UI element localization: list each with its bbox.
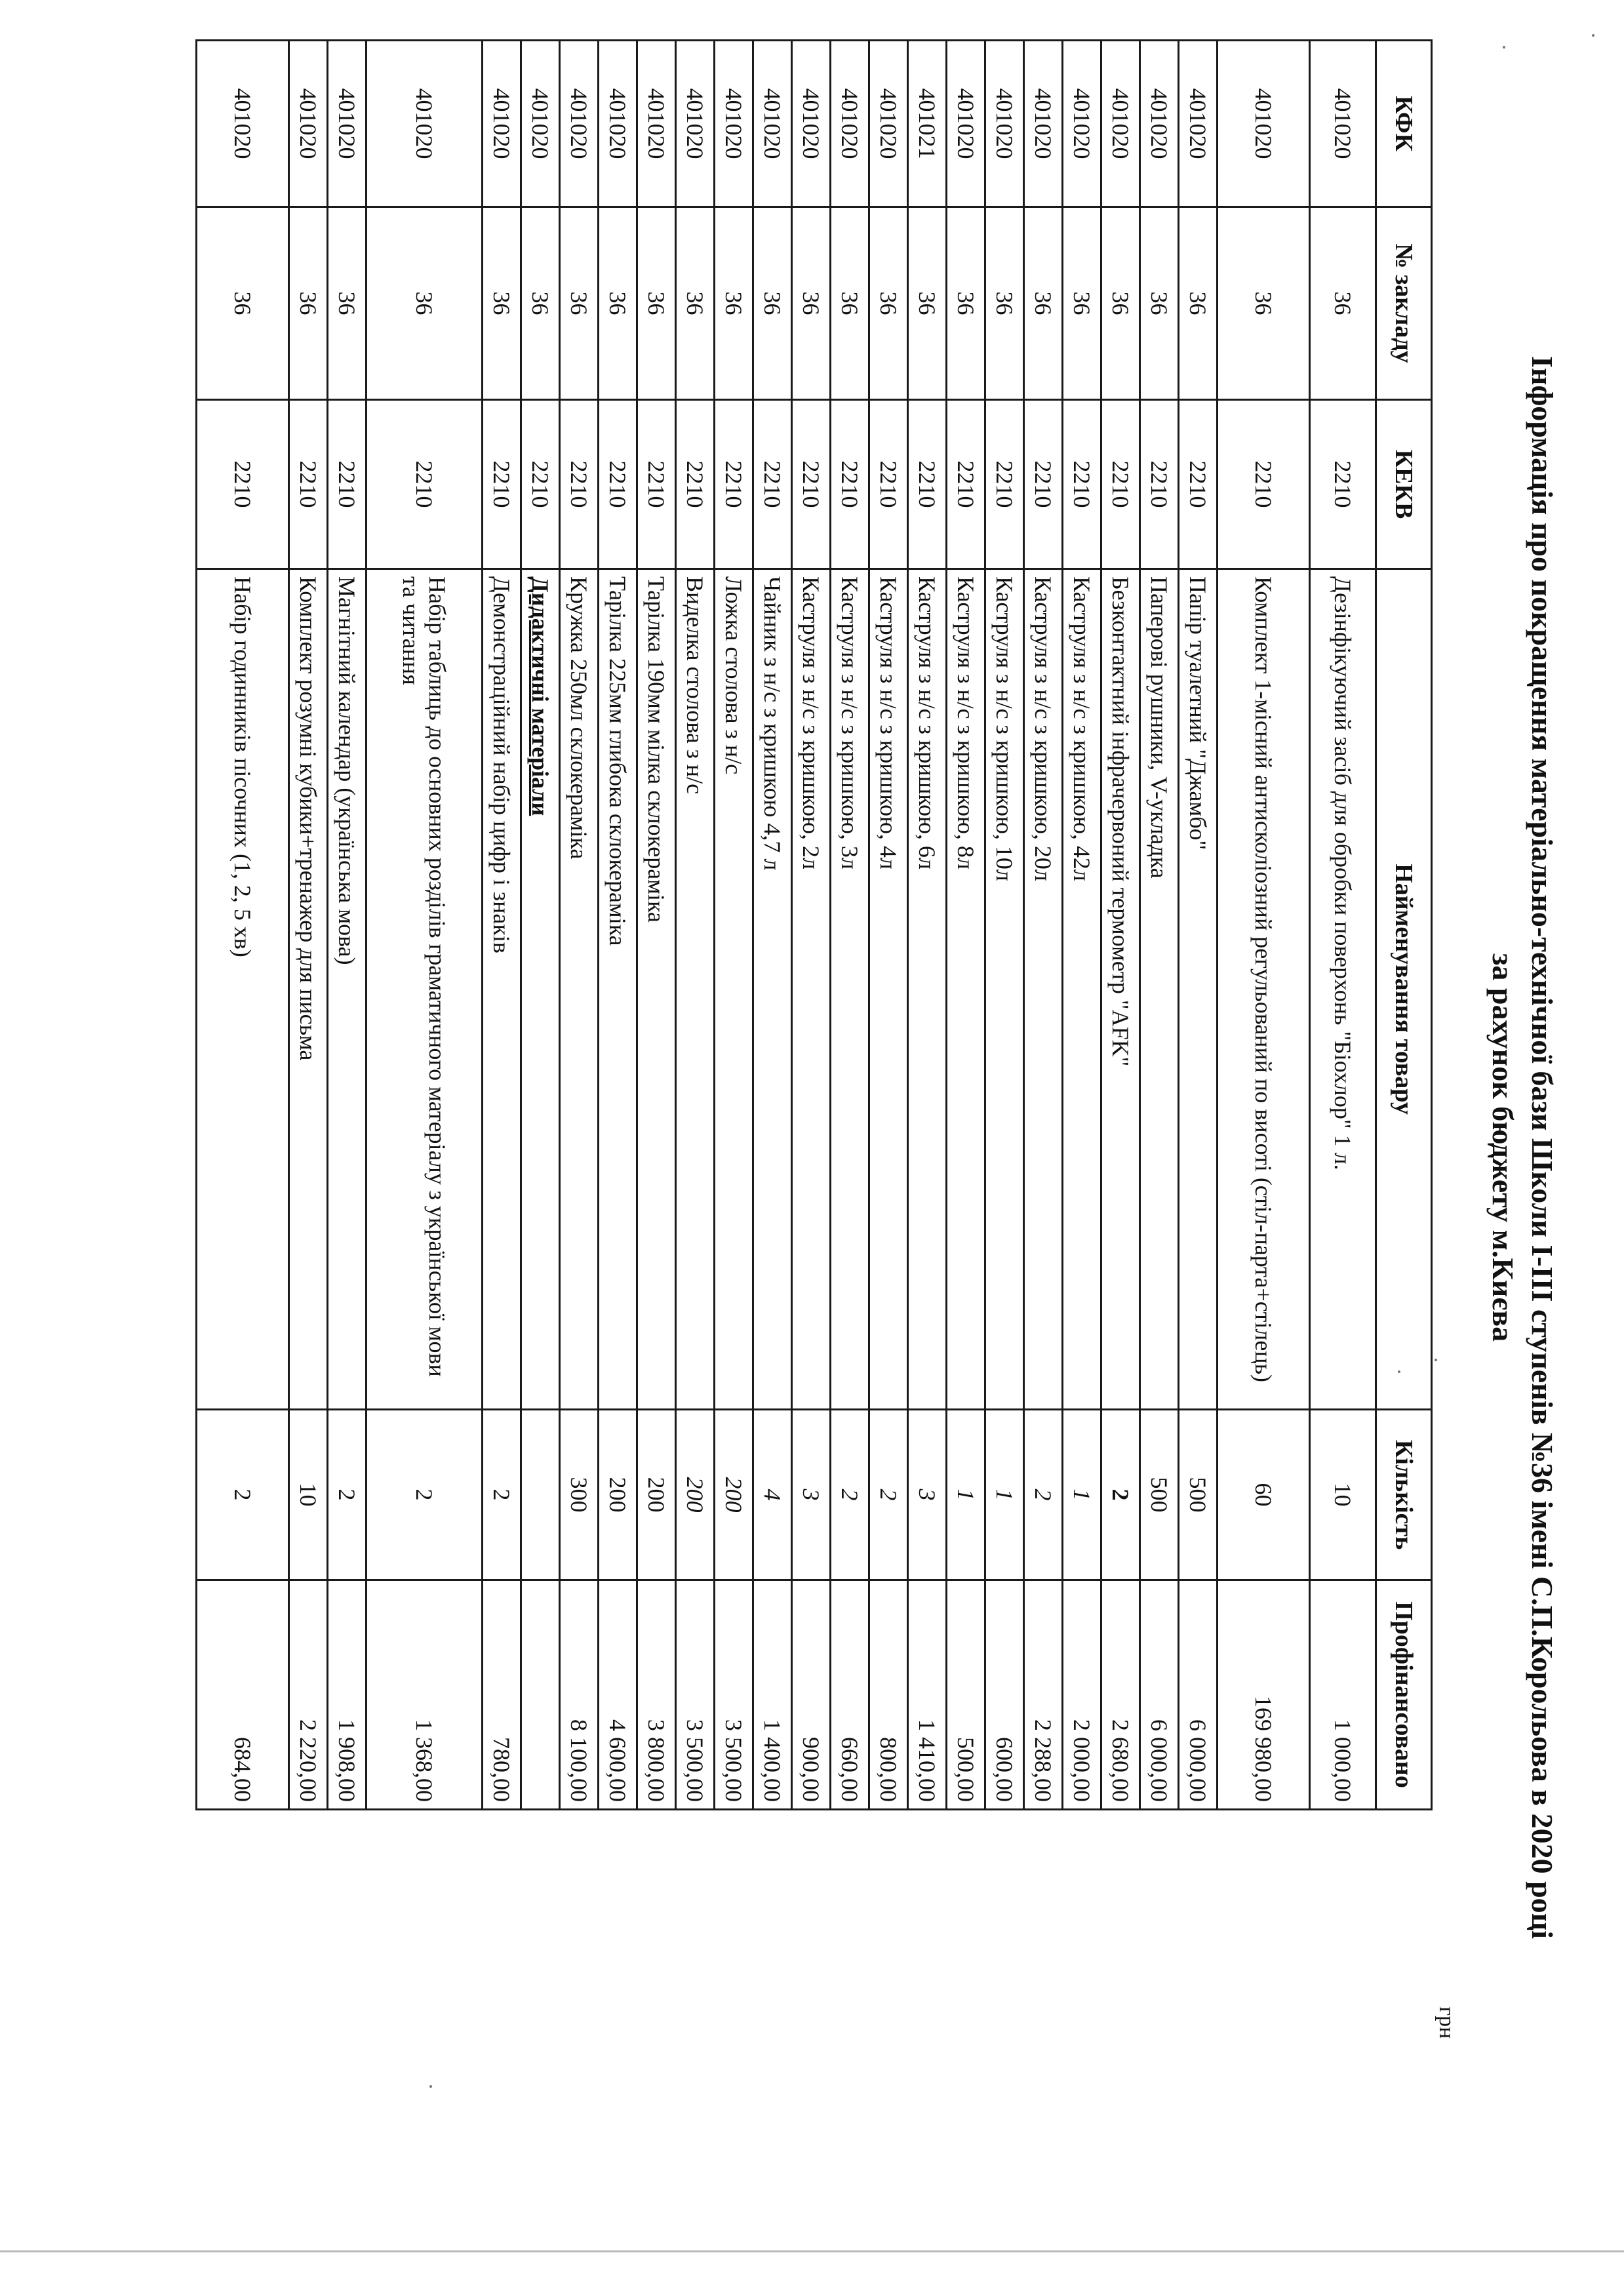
cell-funded: 3 500,00 (676, 1580, 715, 1810)
cell-quantity: 1 (947, 1410, 985, 1580)
cell-quantity: 2 (1024, 1410, 1063, 1580)
header-item-name: Найменування товару (1376, 569, 1432, 1410)
table-row (1310, 41, 1376, 1810)
cell-quantity: 2 (366, 1410, 483, 1580)
cell-funded: 600,00 (985, 1580, 1024, 1810)
cell-kfk: 401020 (521, 41, 560, 207)
cell-funded: 8 100,00 (560, 1580, 599, 1810)
table-body (197, 41, 1376, 1810)
table-row (1218, 41, 1310, 1810)
cell-funded: 6 000,00 (1140, 1580, 1179, 1810)
cell-funded: 2 680,00 (1101, 1580, 1140, 1810)
cell-kfk: 401020 (599, 41, 637, 207)
cell-funded: 2 288,00 (1024, 1580, 1063, 1810)
cell-funded: 660,00 (831, 1580, 869, 1810)
cell-kekv: 2210 (947, 400, 985, 569)
cell-item-name: Каструля з н/с з кришкою, 8л (947, 569, 985, 1410)
cell-school-number: 36 (715, 207, 753, 400)
header-funded: Профінансовано (1376, 1580, 1432, 1810)
table-row (908, 41, 947, 1810)
cell-kfk: 401021 (908, 41, 947, 207)
table-row (599, 41, 637, 1810)
cell-school-number: 36 (521, 207, 560, 400)
cell-item-name: Набір таблиць до основних розділів граматичного матеріалу з української мови та читання (366, 569, 483, 1410)
header-quantity: Кількість (1376, 1410, 1432, 1580)
scan-edge-line (0, 2250, 1624, 2252)
cell-kfk: 401020 (197, 41, 289, 207)
cell-quantity: 1 (1063, 1410, 1101, 1580)
cell-quantity: 2 (869, 1410, 908, 1580)
table-row (483, 41, 521, 1810)
cell-item-name: Каструля з н/с з кришкою, 20л (1024, 569, 1063, 1410)
table-row (1140, 41, 1179, 1810)
cell-school-number: 36 (1179, 207, 1218, 400)
cell-item-name: Набір годинників пісочних (1, 2, 5 хв) (197, 569, 289, 1410)
table-row (1179, 41, 1218, 1810)
cell-item-name: Каструля з н/с з кришкою, 6л (908, 569, 947, 1410)
cell-school-number: 36 (1101, 207, 1140, 400)
header-kekv: КЕКВ (1376, 400, 1432, 569)
scan-speck (429, 2085, 432, 2088)
cell-quantity: 10 (1310, 1410, 1376, 1580)
cell-quantity: 2 (197, 1410, 289, 1580)
table-row (197, 41, 289, 1810)
cell-kfk: 401020 (831, 41, 869, 207)
cell-kekv: 2210 (869, 400, 908, 569)
cell-quantity: 10 (289, 1410, 328, 1580)
cell-school-number: 36 (637, 207, 676, 400)
cell-school-number: 36 (366, 207, 483, 400)
cell-quantity: 200 (637, 1410, 676, 1580)
cell-school-number: 36 (869, 207, 908, 400)
cell-kekv: 2210 (753, 400, 792, 569)
cell-school-number: 36 (289, 207, 328, 400)
table-row (831, 41, 869, 1810)
cell-quantity: 1 (985, 1410, 1024, 1580)
cell-item-name: Комплект 1-місний антисколіозний регульований по висоті (стіл-парта+стілець) (1218, 569, 1310, 1410)
cell-kekv: 2210 (637, 400, 676, 569)
cell-kfk: 401020 (366, 41, 483, 207)
cell-kekv: 2210 (560, 400, 599, 569)
cell-kfk: 401020 (637, 41, 676, 207)
cell-quantity: 4 (753, 1410, 792, 1580)
table-row (560, 41, 599, 1810)
cell-school-number: 36 (985, 207, 1024, 400)
cell-funded: 169 980,00 (1218, 1580, 1310, 1810)
cell-funded: 500,00 (947, 1580, 985, 1810)
cell-item-name: Папір туалетний "Джамбо" (1179, 569, 1218, 1410)
table-row (328, 41, 366, 1810)
cell-kekv: 2210 (831, 400, 869, 569)
cell-item-name: Ложка столова з н/с (715, 569, 753, 1410)
cell-quantity: 2 (483, 1410, 521, 1580)
cell-quantity: 2 (328, 1410, 366, 1580)
cell-kekv: 2210 (1179, 400, 1218, 569)
cell-kfk: 401020 (289, 41, 328, 207)
cell-funded: 3 500,00 (715, 1580, 753, 1810)
cell-item-name: Кружка 250мл склокераміка (560, 569, 599, 1410)
scan-speck (1503, 46, 1505, 49)
cell-kfk: 401020 (1101, 41, 1140, 207)
cell-school-number: 36 (792, 207, 831, 400)
table-row (869, 41, 908, 1810)
cell-funded: 4 600,00 (599, 1580, 637, 1810)
cell-funded: 1 908,00 (328, 1580, 366, 1810)
cell-quantity: 500 (1140, 1410, 1179, 1580)
table-row (289, 41, 328, 1810)
cell-school-number: 36 (483, 207, 521, 400)
cell-kfk: 401020 (1310, 41, 1376, 207)
table-row (1063, 41, 1101, 1810)
cell-kekv: 2210 (1218, 400, 1310, 569)
document-title: Інформація про покращення матеріально-технічної бази Школи І-ІІІ ступенів №36 імені С.П.Корольова в 2020 році (1526, 356, 1559, 1939)
cell-kekv: 2210 (366, 400, 483, 569)
cell-funded: 2 220,00 (289, 1580, 328, 1810)
cell-quantity: 500 (1179, 1410, 1218, 1580)
cell-item-name: Тарілка 225мм глибока склокераміка (599, 569, 637, 1410)
table-row (753, 41, 792, 1810)
cell-school-number: 36 (328, 207, 366, 400)
cell-funded: 1 400,00 (753, 1580, 792, 1810)
cell-kekv: 2210 (676, 400, 715, 569)
cell-kfk: 401020 (715, 41, 753, 207)
cell-quantity: 60 (1218, 1410, 1310, 1580)
table-row (521, 41, 560, 1810)
table-row (1101, 41, 1140, 1810)
cell-item-name: Дезінфікуючий засіб для обробки поверхонь "Біохлор" 1 л. (1310, 569, 1376, 1410)
cell-item-name: Каструля з н/с з кришкою, 42л (1063, 569, 1101, 1410)
scan-speck (1592, 34, 1594, 37)
table-row (1024, 41, 1063, 1810)
cell-kekv: 2210 (328, 400, 366, 569)
cell-school-number: 36 (1140, 207, 1179, 400)
cell-school-number: 36 (1024, 207, 1063, 400)
header-kfk: КФК (1376, 41, 1432, 207)
cell-kekv: 2210 (1310, 400, 1376, 569)
cell-funded: 780,00 (483, 1580, 521, 1810)
cell-kfk: 401020 (869, 41, 908, 207)
scan-speck (1435, 1359, 1437, 1361)
cell-school-number: 36 (753, 207, 792, 400)
cell-kekv: 2210 (985, 400, 1024, 569)
table-row (366, 41, 483, 1810)
cell-kfk: 401020 (560, 41, 599, 207)
cell-item-name: Каструля з н/с з кришкою, 2л (792, 569, 831, 1410)
cell-item-name: Паперові рушники, V-укладка (1140, 569, 1179, 1410)
cell-quantity: 300 (560, 1410, 599, 1580)
table-row (947, 41, 985, 1810)
cell-kfk: 401020 (1063, 41, 1101, 207)
table-row (985, 41, 1024, 1810)
cell-kekv: 2210 (289, 400, 328, 569)
cell-school-number: 36 (1063, 207, 1101, 400)
cell-funded: 900,00 (792, 1580, 831, 1810)
cell-kekv: 2210 (521, 400, 560, 569)
cell-school-number: 36 (947, 207, 985, 400)
cell-funded: 684,00 (197, 1580, 289, 1810)
cell-kfk: 401020 (1140, 41, 1179, 207)
cell-school-number: 36 (1218, 207, 1310, 400)
cell-school-number: 36 (197, 207, 289, 400)
cell-kekv: 2210 (483, 400, 521, 569)
cell-item-name: Каструля з н/с з кришкою, 10л (985, 569, 1024, 1410)
cell-item-name: Тарілка 190мм мілка склокераміка (637, 569, 676, 1410)
cell-funded: 1 000,00 (1310, 1580, 1376, 1810)
cell-kekv: 2210 (599, 400, 637, 569)
cell-school-number: 36 (908, 207, 947, 400)
scan-speck (1398, 1370, 1400, 1373)
cell-item-name: Чайник з н/с з кришкою 4,7 л (753, 569, 792, 1410)
cell-item-name: Каструля з н/с з кришкою, 3л (831, 569, 869, 1410)
table-row (792, 41, 831, 1810)
cell-kekv: 2210 (1140, 400, 1179, 569)
cell-quantity: 2 (831, 1410, 869, 1580)
cell-item-name: Виделка столова з н/с (676, 569, 715, 1410)
cell-quantity: 200 (676, 1410, 715, 1580)
cell-kfk: 401020 (328, 41, 366, 207)
cell-kfk: 401020 (792, 41, 831, 207)
cell-quantity: 3 (792, 1410, 831, 1580)
items-table (195, 39, 1433, 1810)
cell-kekv: 2210 (197, 400, 289, 569)
cell-school-number: 36 (676, 207, 715, 400)
currency-unit-label: грн (1435, 2006, 1459, 2039)
table-row (715, 41, 753, 1810)
cell-item-name: Безконтактний інфрачервоний термометр "AFK" (1101, 569, 1140, 1410)
cell-kekv: 2210 (908, 400, 947, 569)
cell-funded: 2 000,00 (1063, 1580, 1101, 1810)
cell-funded: 3 800,00 (637, 1580, 676, 1810)
cell-kfk: 401020 (1179, 41, 1218, 207)
cell-school-number: 36 (831, 207, 869, 400)
cell-kekv: 2210 (1063, 400, 1101, 569)
cell-funded: 1 410,00 (908, 1580, 947, 1810)
cell-kfk: 401020 (483, 41, 521, 207)
document-subtitle: за рахунок бюджету м.Києва (1486, 953, 1520, 1342)
cell-quantity: 200 (599, 1410, 637, 1580)
cell-funded: 800,00 (869, 1580, 908, 1810)
cell-item-name: Комплект розумні кубики+тренажер для письма (289, 569, 328, 1410)
cell-school-number: 36 (560, 207, 599, 400)
table-header-row (1376, 41, 1432, 1810)
table-row (676, 41, 715, 1810)
cell-quantity: 200 (715, 1410, 753, 1580)
cell-kekv: 2210 (715, 400, 753, 569)
cell-quantity: 2 (1101, 1410, 1140, 1580)
cell-kekv: 2210 (1101, 400, 1140, 569)
cell-quantity: 3 (908, 1410, 947, 1580)
cell-kekv: 2210 (792, 400, 831, 569)
cell-item-name: Магнітний календар (українська мова) (328, 569, 366, 1410)
header-school-number: № закладу (1376, 207, 1432, 400)
cell-kfk: 401020 (1024, 41, 1063, 207)
cell-kekv: 2210 (1024, 400, 1063, 569)
cell-item-name: Дидактичні матеріали (521, 569, 560, 1410)
cell-item-name: Демонстраційний набір цифр і знаків (483, 569, 521, 1410)
cell-item-name: Каструля з н/с з кришкою, 4л (869, 569, 908, 1410)
cell-school-number: 36 (1310, 207, 1376, 400)
cell-school-number: 36 (599, 207, 637, 400)
cell-kfk: 401020 (676, 41, 715, 207)
cell-quantity (521, 1410, 560, 1580)
cell-kfk: 401020 (753, 41, 792, 207)
table-row (637, 41, 676, 1810)
cell-kfk: 401020 (1218, 41, 1310, 207)
cell-funded (521, 1580, 560, 1810)
cell-funded: 1 368,00 (366, 1580, 483, 1810)
cell-kfk: 401020 (947, 41, 985, 207)
cell-funded: 6 000,00 (1179, 1580, 1218, 1810)
cell-kfk: 401020 (985, 41, 1024, 207)
